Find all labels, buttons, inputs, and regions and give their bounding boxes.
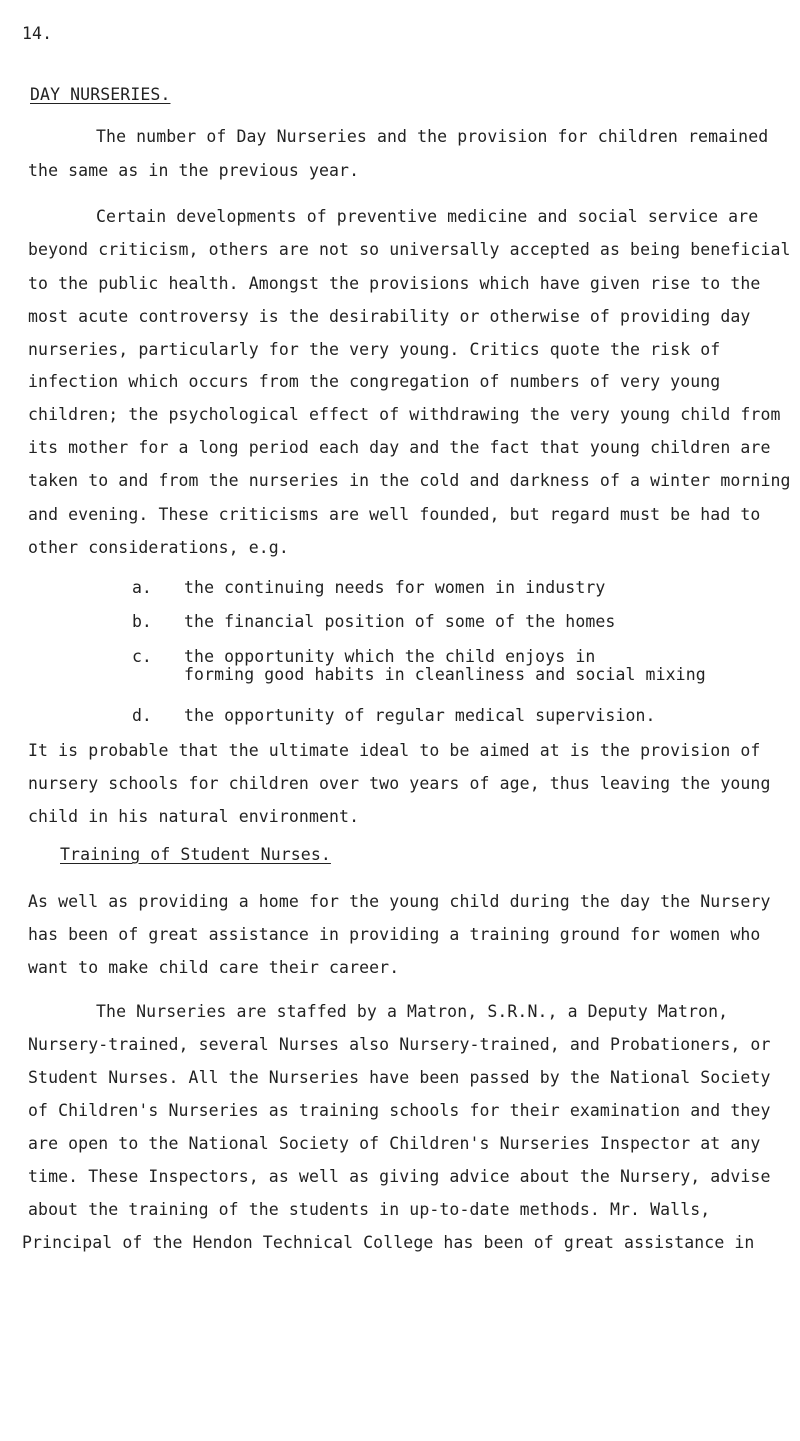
paragraph-line: Student Nurses. All the Nurseries have been passed by the National Society bbox=[28, 1068, 771, 1087]
paragraph-line: children; the psychological effect of withdrawing the very young child from bbox=[28, 405, 781, 424]
paragraph-line: As well as providing a home for the young child during the day the Nursery bbox=[28, 892, 771, 911]
page-number: 14. bbox=[22, 24, 53, 43]
paragraph-line: and evening. These criticisms are well founded, but regard must be had to bbox=[28, 505, 761, 524]
paragraph-line: It is probable that the ultimate ideal to be aimed at is the provision of bbox=[28, 741, 761, 760]
paragraph-line: The number of Day Nurseries and the provision for children remained bbox=[96, 127, 769, 146]
paragraph-line: beyond criticism, others are not so universally accepted as being beneficial bbox=[28, 240, 791, 259]
list-item-c-line1: the opportunity which the child enjoys in bbox=[184, 647, 596, 666]
list-marker-a: a. bbox=[132, 578, 152, 597]
paragraph-line: taken to and from the nurseries in the cold and darkness of a winter morning bbox=[28, 471, 791, 490]
paragraph-line: about the training of the students in up-to-date methods. Mr. Walls, bbox=[28, 1200, 711, 1219]
list-item-d: the opportunity of regular medical supervision. bbox=[184, 706, 656, 725]
list-item-b: the financial position of some of the homes bbox=[184, 612, 616, 631]
list-item-a: the continuing needs for women in industry bbox=[184, 578, 606, 597]
paragraph-line: time. These Inspectors, as well as giving advice about the Nursery, advise bbox=[28, 1167, 771, 1186]
list-item-c-line2: forming good habits in cleanliness and social mixing bbox=[184, 665, 706, 684]
paragraph-line: Certain developments of preventive medicine and social service are bbox=[96, 207, 759, 226]
paragraph-line: other considerations, e.g. bbox=[28, 538, 289, 557]
paragraph-line: its mother for a long period each day and the fact that young children are bbox=[28, 438, 771, 457]
paragraph-line: most acute controversy is the desirability or otherwise of providing day bbox=[28, 307, 751, 326]
paragraph-line: child in his natural environment. bbox=[28, 807, 360, 826]
paragraph-line: has been of great assistance in providing a training ground for women who bbox=[28, 925, 761, 944]
paragraph-line: infection which occurs from the congregation of numbers of very young bbox=[28, 372, 721, 391]
paragraph-line: want to make child care their career. bbox=[28, 958, 400, 977]
paragraph-line: the same as in the previous year. bbox=[28, 161, 360, 180]
list-marker-d: d. bbox=[132, 706, 152, 725]
list-marker-c: c. bbox=[132, 647, 152, 666]
paragraph-line: nurseries, particularly for the very young. Critics quote the risk of bbox=[28, 340, 721, 359]
paragraph-line: Principal of the Hendon Technical College has been of great assistance in bbox=[22, 1233, 755, 1252]
paragraph-line: are open to the National Society of Children's Nurseries Inspector at any bbox=[28, 1134, 761, 1153]
paragraph-line: The Nurseries are staffed by a Matron, S.R.N., a Deputy Matron, bbox=[96, 1002, 729, 1021]
list-marker-b: b. bbox=[132, 612, 152, 631]
section-heading-day-nurseries: DAY NURSERIES. bbox=[30, 85, 171, 104]
paragraph-line: to the public health. Amongst the provisions which have given rise to the bbox=[28, 274, 761, 293]
paragraph-line: Nursery-trained, several Nurses also Nursery-trained, and Probationers, or bbox=[28, 1035, 771, 1054]
paragraph-line: of Children's Nurseries as training schools for their examination and they bbox=[28, 1101, 771, 1120]
section-heading-training: Training of Student Nurses. bbox=[60, 845, 331, 864]
paragraph-line: nursery schools for children over two years of age, thus leaving the young bbox=[28, 774, 771, 793]
